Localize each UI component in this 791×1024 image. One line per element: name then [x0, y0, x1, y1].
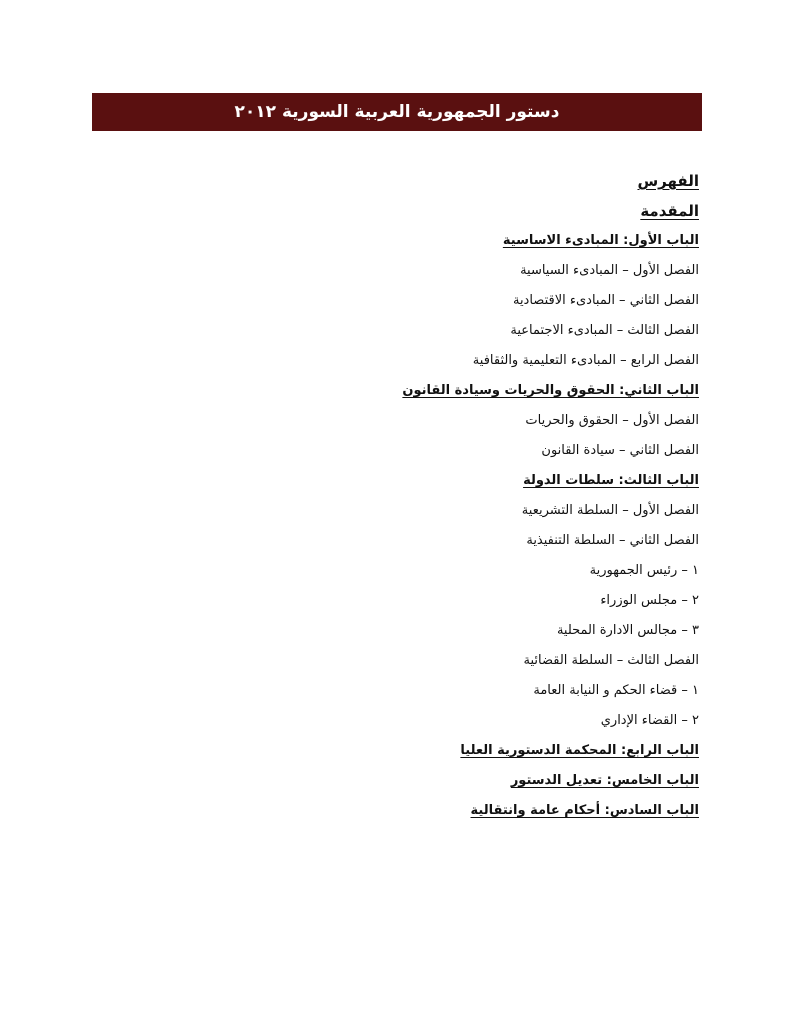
toc-part-3-chapter-1[interactable]: الفصل الأول – السلطة التشريعية — [521, 503, 699, 518]
toc-introduction[interactable]: المقدمة — [640, 202, 699, 220]
document-title-bar — [92, 93, 702, 131]
toc-part-3-chapter-3-section-1[interactable]: ١ – قضاء الحكم و النيابة العامة — [533, 683, 699, 698]
table-of-contents — [99, 166, 699, 826]
toc-index-heading: الفهرس — [637, 172, 699, 190]
toc-part-3-chapter-2[interactable]: الفصل الثاني – السلطة التنفيذية — [526, 533, 699, 548]
toc-part-4[interactable]: الباب الرابع: المحكمة الدستورية العليا — [460, 743, 699, 758]
toc-part-3-chapter-2-section-2[interactable]: ٢ – مجلس الوزراء — [600, 593, 699, 608]
toc-part-5[interactable]: الباب الخامس: تعديل الدستور — [510, 773, 699, 788]
toc-part-3-chapter-2-section-3[interactable]: ٣ – مجالس الادارة المحلية — [556, 623, 699, 638]
toc-part-1-chapter-4[interactable]: الفصل الرابع – المبادىء التعليمية والثقافية — [472, 353, 699, 368]
toc-part-3-chapter-3[interactable]: الفصل الثالث – السلطة القضائية — [523, 653, 699, 668]
toc-part-1-chapter-1[interactable]: الفصل الأول – المبادىء السياسية — [520, 263, 699, 278]
toc-part-2[interactable]: الباب الثاني: الحقوق والحريات وسيادة القانون — [402, 383, 699, 398]
toc-part-6[interactable]: الباب السادس: أحكام عامة وانتقالية — [470, 803, 699, 818]
toc-part-2-chapter-2[interactable]: الفصل الثاني – سيادة القانون — [541, 443, 699, 458]
toc-part-3-chapter-2-section-1[interactable]: ١ – رئيس الجمهورية — [589, 563, 699, 578]
toc-part-2-chapter-1[interactable]: الفصل الأول – الحقوق والحريات — [525, 413, 699, 428]
toc-part-1-chapter-2[interactable]: الفصل الثاني – المبادىء الاقتصادية — [512, 293, 699, 308]
toc-part-3[interactable]: الباب الثالث: سلطات الدولة — [523, 473, 699, 488]
toc-part-3-chapter-3-section-2[interactable]: ٢ – القضاء الإداري — [600, 713, 699, 728]
toc-part-1-chapter-3[interactable]: الفصل الثالث – المبادىء الاجتماعية — [510, 323, 699, 338]
toc-part-1[interactable]: الباب الأول: المبادىء الاساسية — [502, 233, 699, 248]
document-title: دستور الجمهورية العربية السورية ٢٠١٢ — [234, 102, 560, 122]
